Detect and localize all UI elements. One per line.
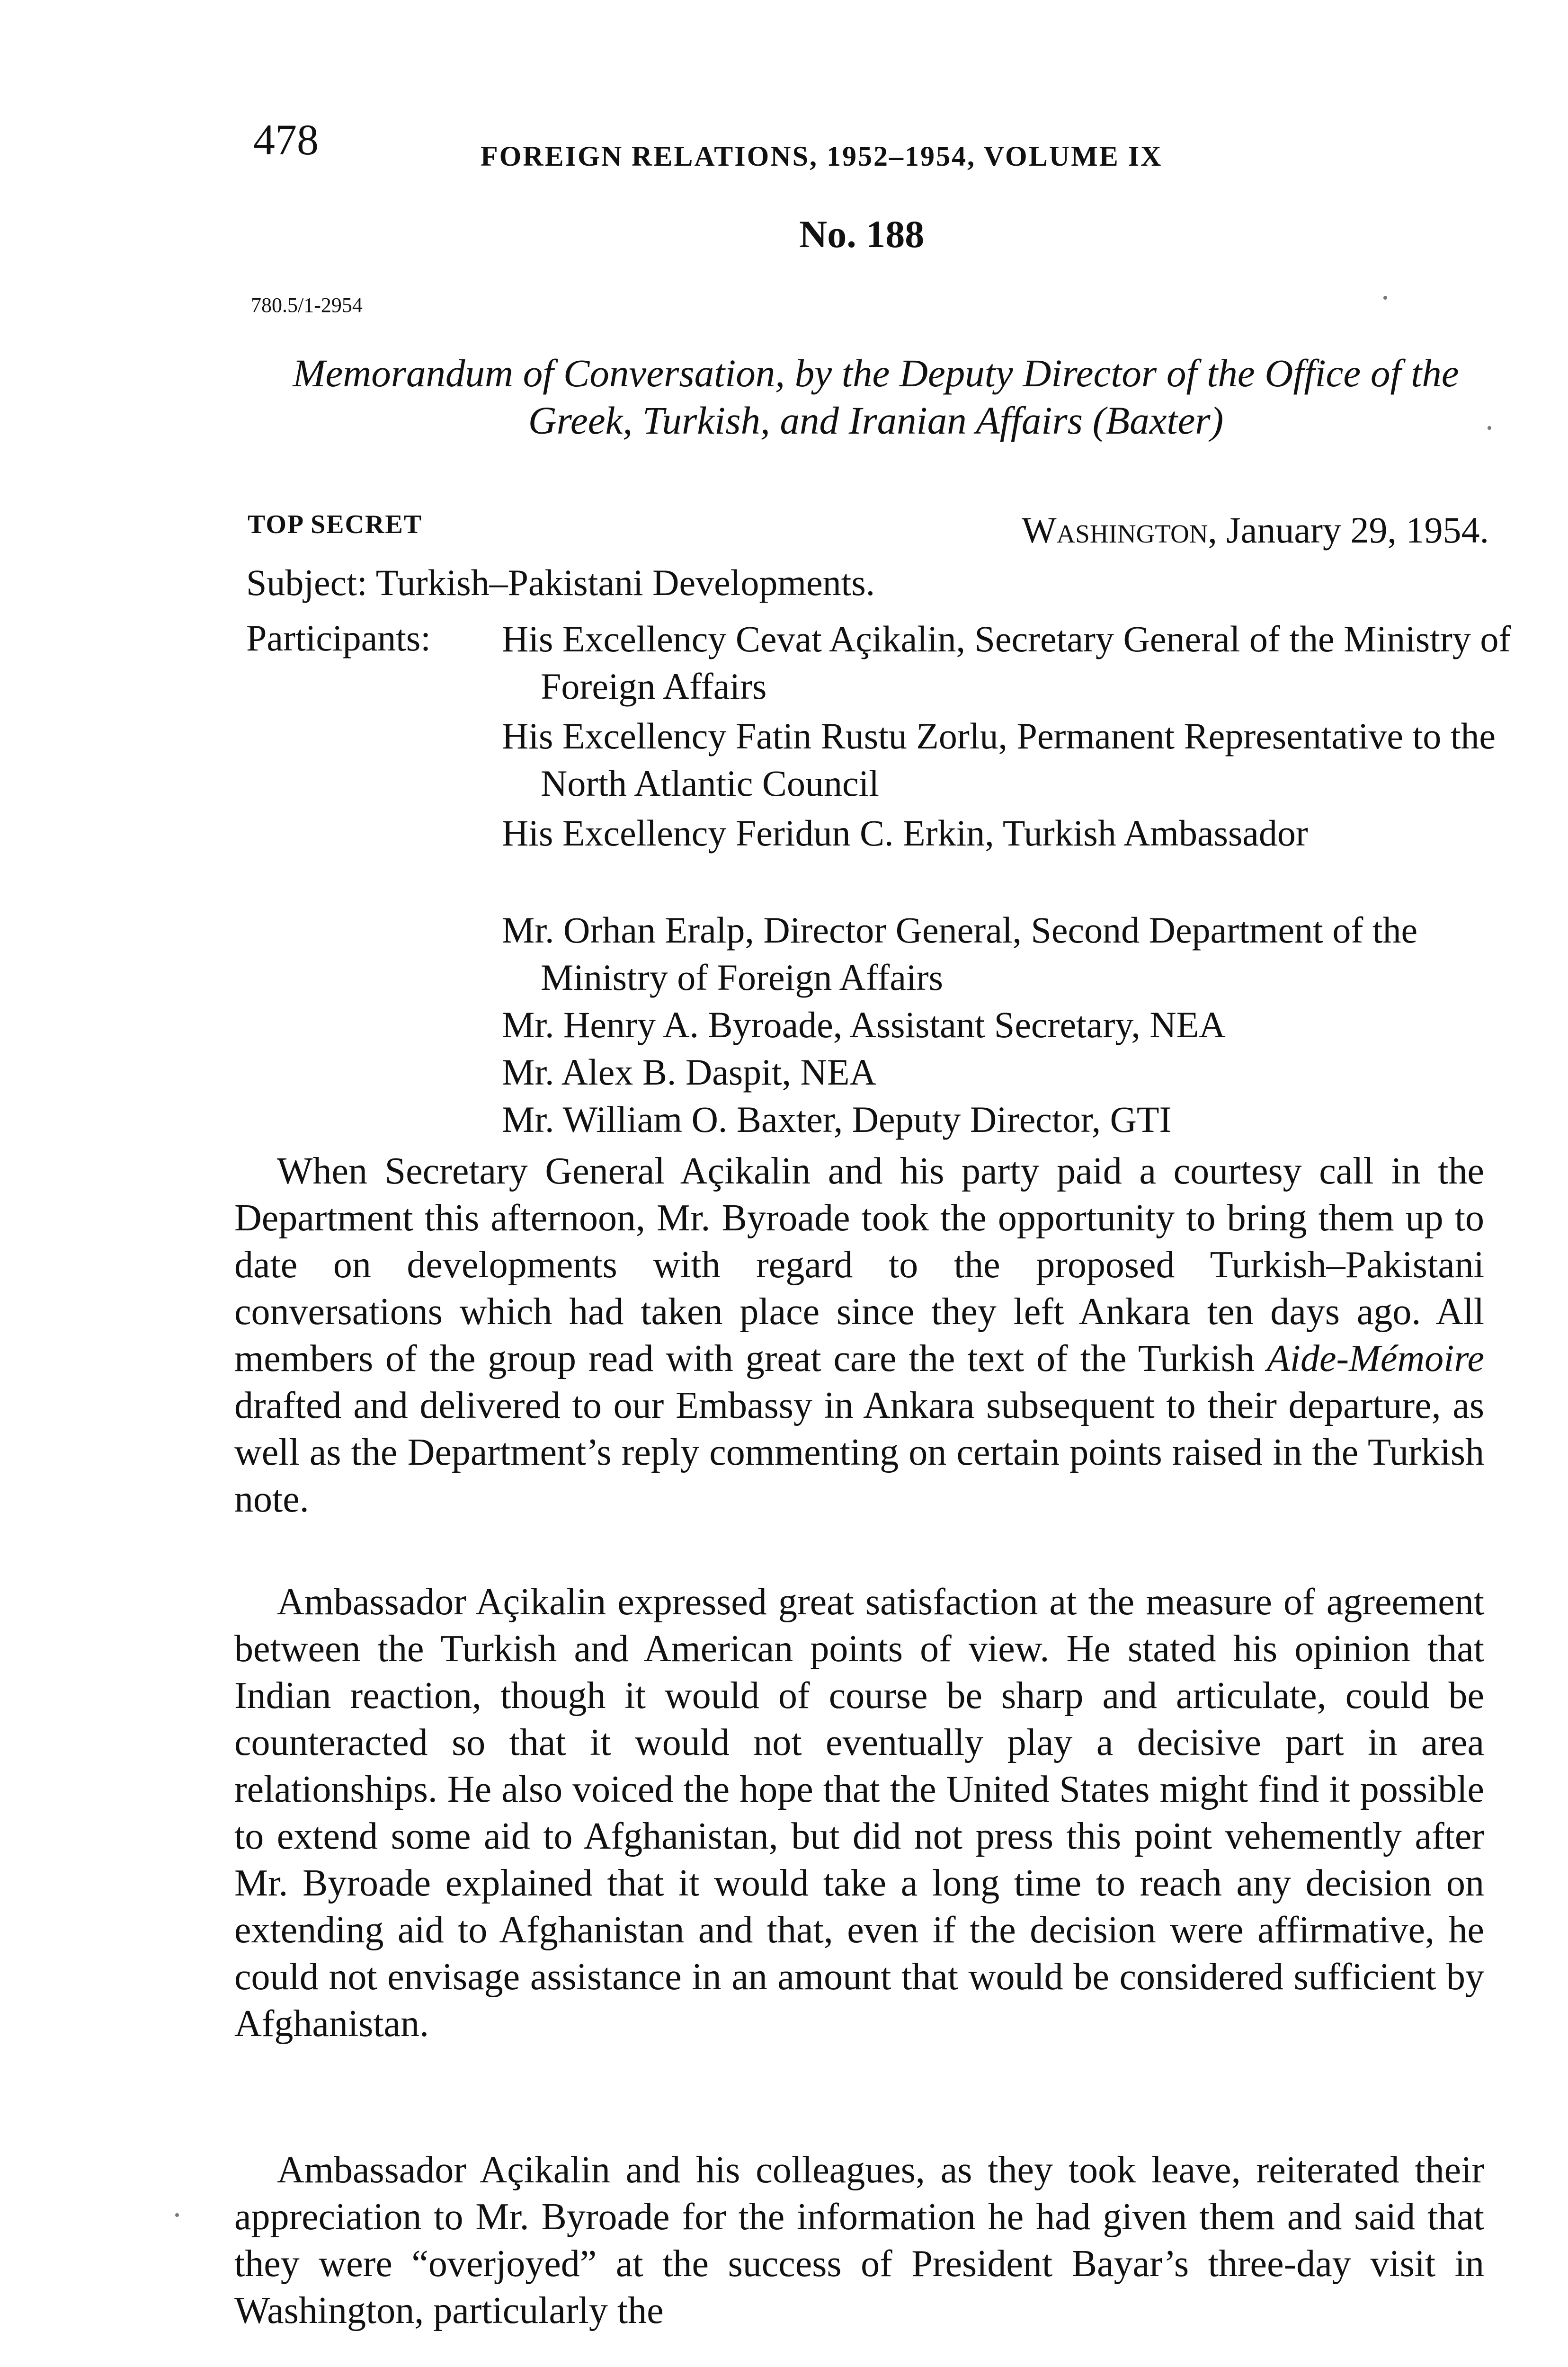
participant-entry: Mr. William O. Baxter, Deputy Director, GTI	[502, 1099, 1172, 1140]
document-number: No. 188	[799, 213, 925, 256]
file-reference: 780.5/1-2954	[251, 294, 363, 317]
participants-label: Participants:	[246, 617, 431, 658]
paragraph-text: drafted and delivered to our Embassy in Ankara subsequent to their departure, as well as the Department’s reply commenting on certain points raised in the Turkish note.	[234, 1385, 1484, 1520]
participant-entry: His Excellency Cevat Açikalin, Secretary General of the Ministry of Foreign Affairs	[502, 618, 1511, 707]
participant-entry: Mr. Alex B. Daspit, NEA	[502, 1051, 876, 1093]
paragraph-text: When Secretary General Açikalin and his party paid a courtesy call in the Department this afternoon, Mr. Byroade took the opportunity to bring them up to date on developments with regard to the proposed Turkish–Pakistani conversations which had taken place since they left Ankara ten days ago. All members of the group read with great care the text of the Turkish	[234, 1150, 1484, 1379]
date: , January 29, 1954.	[1208, 509, 1489, 551]
body-paragraph-2: Ambassador Açikalin expressed great satisfaction at the measure of agreement between the Turkish and American points of view. He stated his opinion that Indian reaction, though it would of course be sharp and articulate, could be counteracted so that it would not eventually play a decisive part in area relationships. He also voiced the hope that the United States might find it possible to extend some aid to Afghanistan, but did not press this point vehemently after Mr. Byroade explained that it would take a long time to reach any decision on extending aid to Afghanistan and that, even if the decision were affirmative, he could not envisage assistance in an amount that would be considered sufficient by Afghanistan.	[234, 1581, 1484, 2045]
place-date-line	[909, 507, 1489, 553]
margin-speck	[175, 2213, 179, 2217]
aide-memoire-term: Aide-Mémoire	[1266, 1338, 1484, 1379]
subject-line: Subject: Turkish–Pakistani Developments.	[246, 562, 875, 603]
classification-label: TOP SECRET	[248, 510, 423, 539]
body-paragraph-3: Ambassador Açikalin and his colleagues, as they took leave, reiterated their appreciation to Mr. Byroade for the information he had given them and said that they were “overjoyed” at the success of President Bayar’s three-day visit in Washington, particularly the	[234, 2149, 1484, 2331]
place: Washington	[1021, 509, 1208, 551]
participant-entry: Mr. Henry A. Byroade, Assistant Secretary, NEA	[502, 1004, 1226, 1045]
running-head: FOREIGN RELATIONS, 1952–1954, VOLUME IX	[481, 141, 1163, 172]
margin-speck	[1488, 426, 1491, 430]
margin-speck	[1383, 296, 1387, 300]
participant-entry: His Excellency Feridun C. Erkin, Turkish Ambassador	[502, 812, 1308, 854]
participant-entry: Mr. Orhan Eralp, Director General, Second Department of the Ministry of Foreign Affairs	[502, 909, 1418, 998]
page-number: 478	[253, 116, 319, 164]
participant-entry: His Excellency Fatin Rustu Zorlu, Permanent Representative to the North Atlantic Council	[502, 715, 1496, 804]
body-paragraph-1	[234, 1148, 1484, 1523]
document-title: Memorandum of Conversation, by the Deputy Director of the Office of the Greek, Turkish, and Iranian Affairs (Baxter)	[293, 351, 1459, 442]
